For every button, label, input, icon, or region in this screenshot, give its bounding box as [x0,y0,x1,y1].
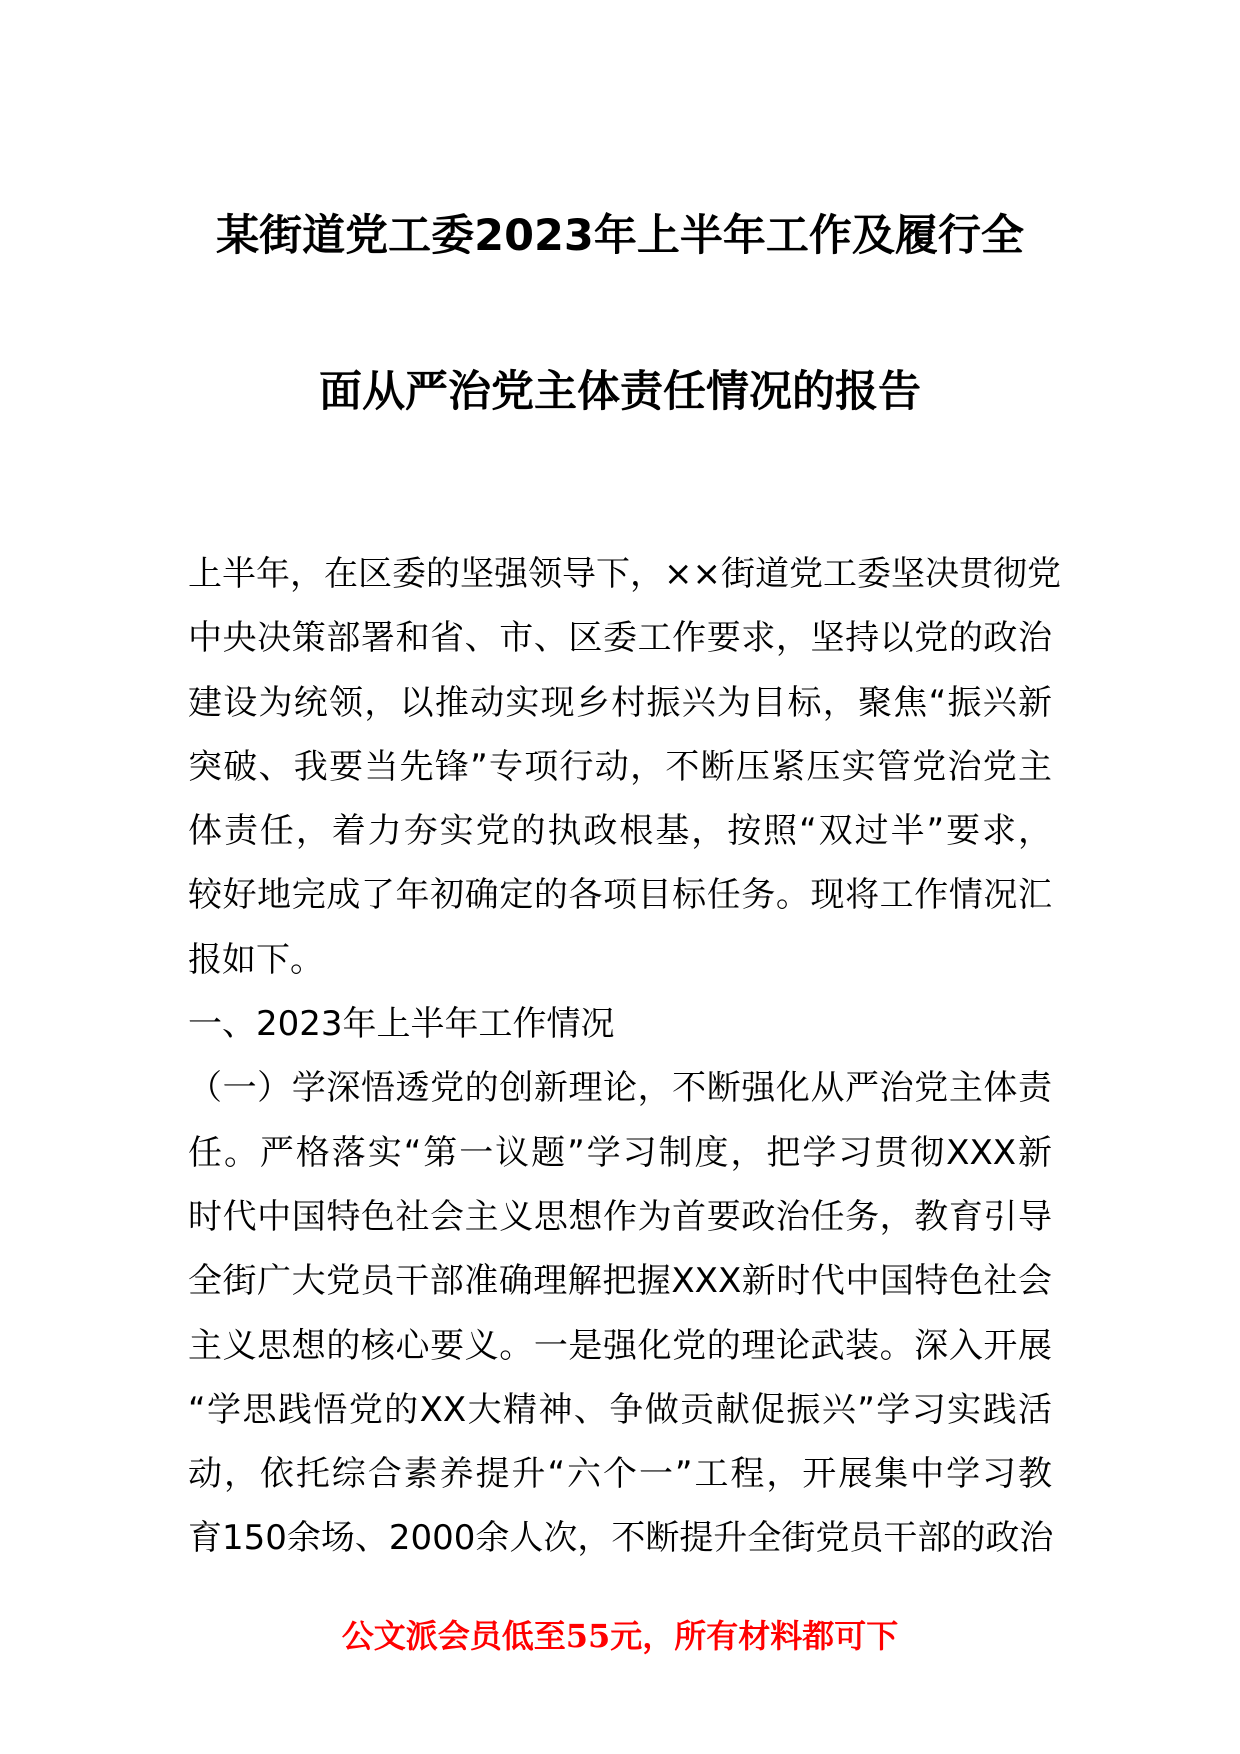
body-line: 育150余场、2000余人次，不断提升全街党员干部的政治 [188,1518,1054,1559]
body-line: 动，依托综合素养提升“六个一”工程，开展集中学习教 [188,1454,1052,1495]
body-line: 中央决策部署和省、市、区委工作要求，坚持以党的政治 [188,618,1052,659]
body-line: 体责任，着力夯实党的执政根基，按照“双过半”要求， [188,811,1052,852]
body-line: 时代中国特色社会主义思想作为首要政治任务，教育引导 [188,1196,1052,1237]
body-line: 报如下。 [188,939,324,980]
body-line: 较好地完成了年初确定的各项目标任务。现将工作情况汇 [188,875,1052,916]
document-title-line-2: 面从严治党主体责任情况的报告 [319,367,921,417]
body-line: 上半年，在区委的坚强领导下，××街道党工委坚决贯彻党 [188,554,1061,594]
body-line: 突破、我要当先锋”专项行动，不断压紧压实管党治党主 [188,746,1052,787]
section-heading: 一、2023年上半年工作情况 [188,1004,615,1045]
body-line: 建设为统领，以推动实现乡村振兴为目标，聚焦“振兴新 [188,682,1052,723]
footer-promo-note: 公文派会员低至55元，所有材料都可下 [341,1617,899,1655]
body-line: （一）学深悟透党的创新理论，不断强化从严治党主体责 [188,1068,1052,1109]
body-line: “学思践悟党的XX大精神、争做贡献促振兴”学习实践活 [188,1389,1052,1430]
body-line: 全街广大党员干部准确理解把握XXX新时代中国特色社会 [188,1261,1052,1302]
body-line: 主义思想的核心要义。一是强化党的理论武装。深入开展 [188,1325,1052,1366]
body-line: 任。严格落实“第一议题”学习制度，把学习贯彻XXX新 [188,1132,1052,1173]
document-title-line-1: 某街道党工委2023年上半年工作及履行全 [216,211,1024,261]
document-body [188,542,1061,1571]
